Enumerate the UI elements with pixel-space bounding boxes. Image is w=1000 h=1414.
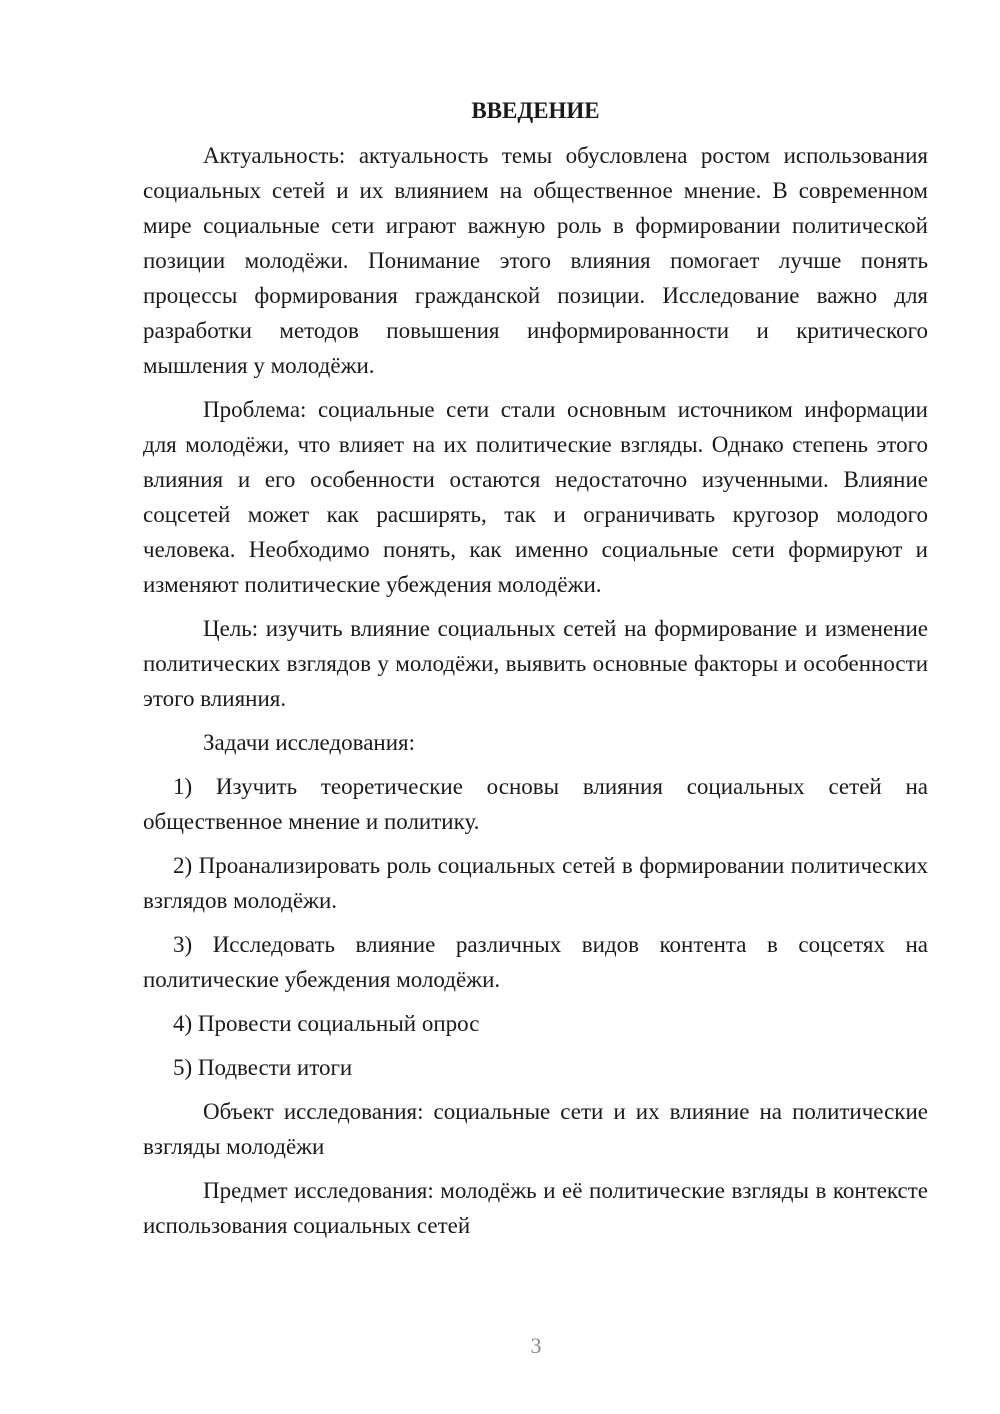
task-list-item: 5) Подвести итоги bbox=[173, 1055, 353, 1080]
page-title: ВВЕДЕНИЕ bbox=[471, 98, 600, 123]
object-paragraph: Объект исследования: социальные сети и их влияние на политические взгляды молодёжи bbox=[143, 1099, 928, 1159]
task-list-item: 2) Проанализировать роль социальных сетей в формировании политических взглядов молодёжи. bbox=[143, 853, 928, 913]
relevance-paragraph: Актуальность: актуальность темы обусловлена ростом использования социальных сетей и их влиянием на общественное мнение. В современном мире социальные сети играют важную роль в формировании политической позиции молодёжи. Понимание этого влияния помогает лучше понять процессы формирования гражданской позиции. Исследование важно для разработки методов повышения информированности и критического мышления у молодёжи. bbox=[143, 143, 928, 378]
problem-paragraph: Проблема: социальные сети стали основным источником информации для молодёжи, что влияет на их политические взгляды. Однако степень этого влияния и его особенности остаются недостаточно изученными. Влияние соцсетей может как расширять, так и ограничивать кругозор молодого человека. Необходимо понять, как именно социальные сети формируют и изменяют политические убеждения молодёжи. bbox=[143, 397, 928, 597]
page-number: 3 bbox=[530, 1333, 542, 1358]
subject-paragraph: Предмет исследования: молодёжь и её политические взгляды в контексте использования социальных сетей bbox=[143, 1178, 928, 1238]
tasks-heading: Задачи исследования: bbox=[203, 730, 416, 755]
task-list-item: 4) Провести социальный опрос bbox=[173, 1011, 480, 1036]
goal-paragraph: Цель: изучить влияние социальных сетей на формирование и изменение политических взглядов у молодёжи, выявить основные факторы и особенности этого влияния. bbox=[143, 616, 928, 711]
task-list-item: 1) Изучить теоретические основы влияния социальных сетей на общественное мнение и политику. bbox=[143, 774, 928, 834]
task-list-item: 3) Исследовать влияние различных видов контента в соцсетях на политические убеждения молодёжи. bbox=[143, 932, 928, 992]
page-content bbox=[143, 96, 928, 1252]
